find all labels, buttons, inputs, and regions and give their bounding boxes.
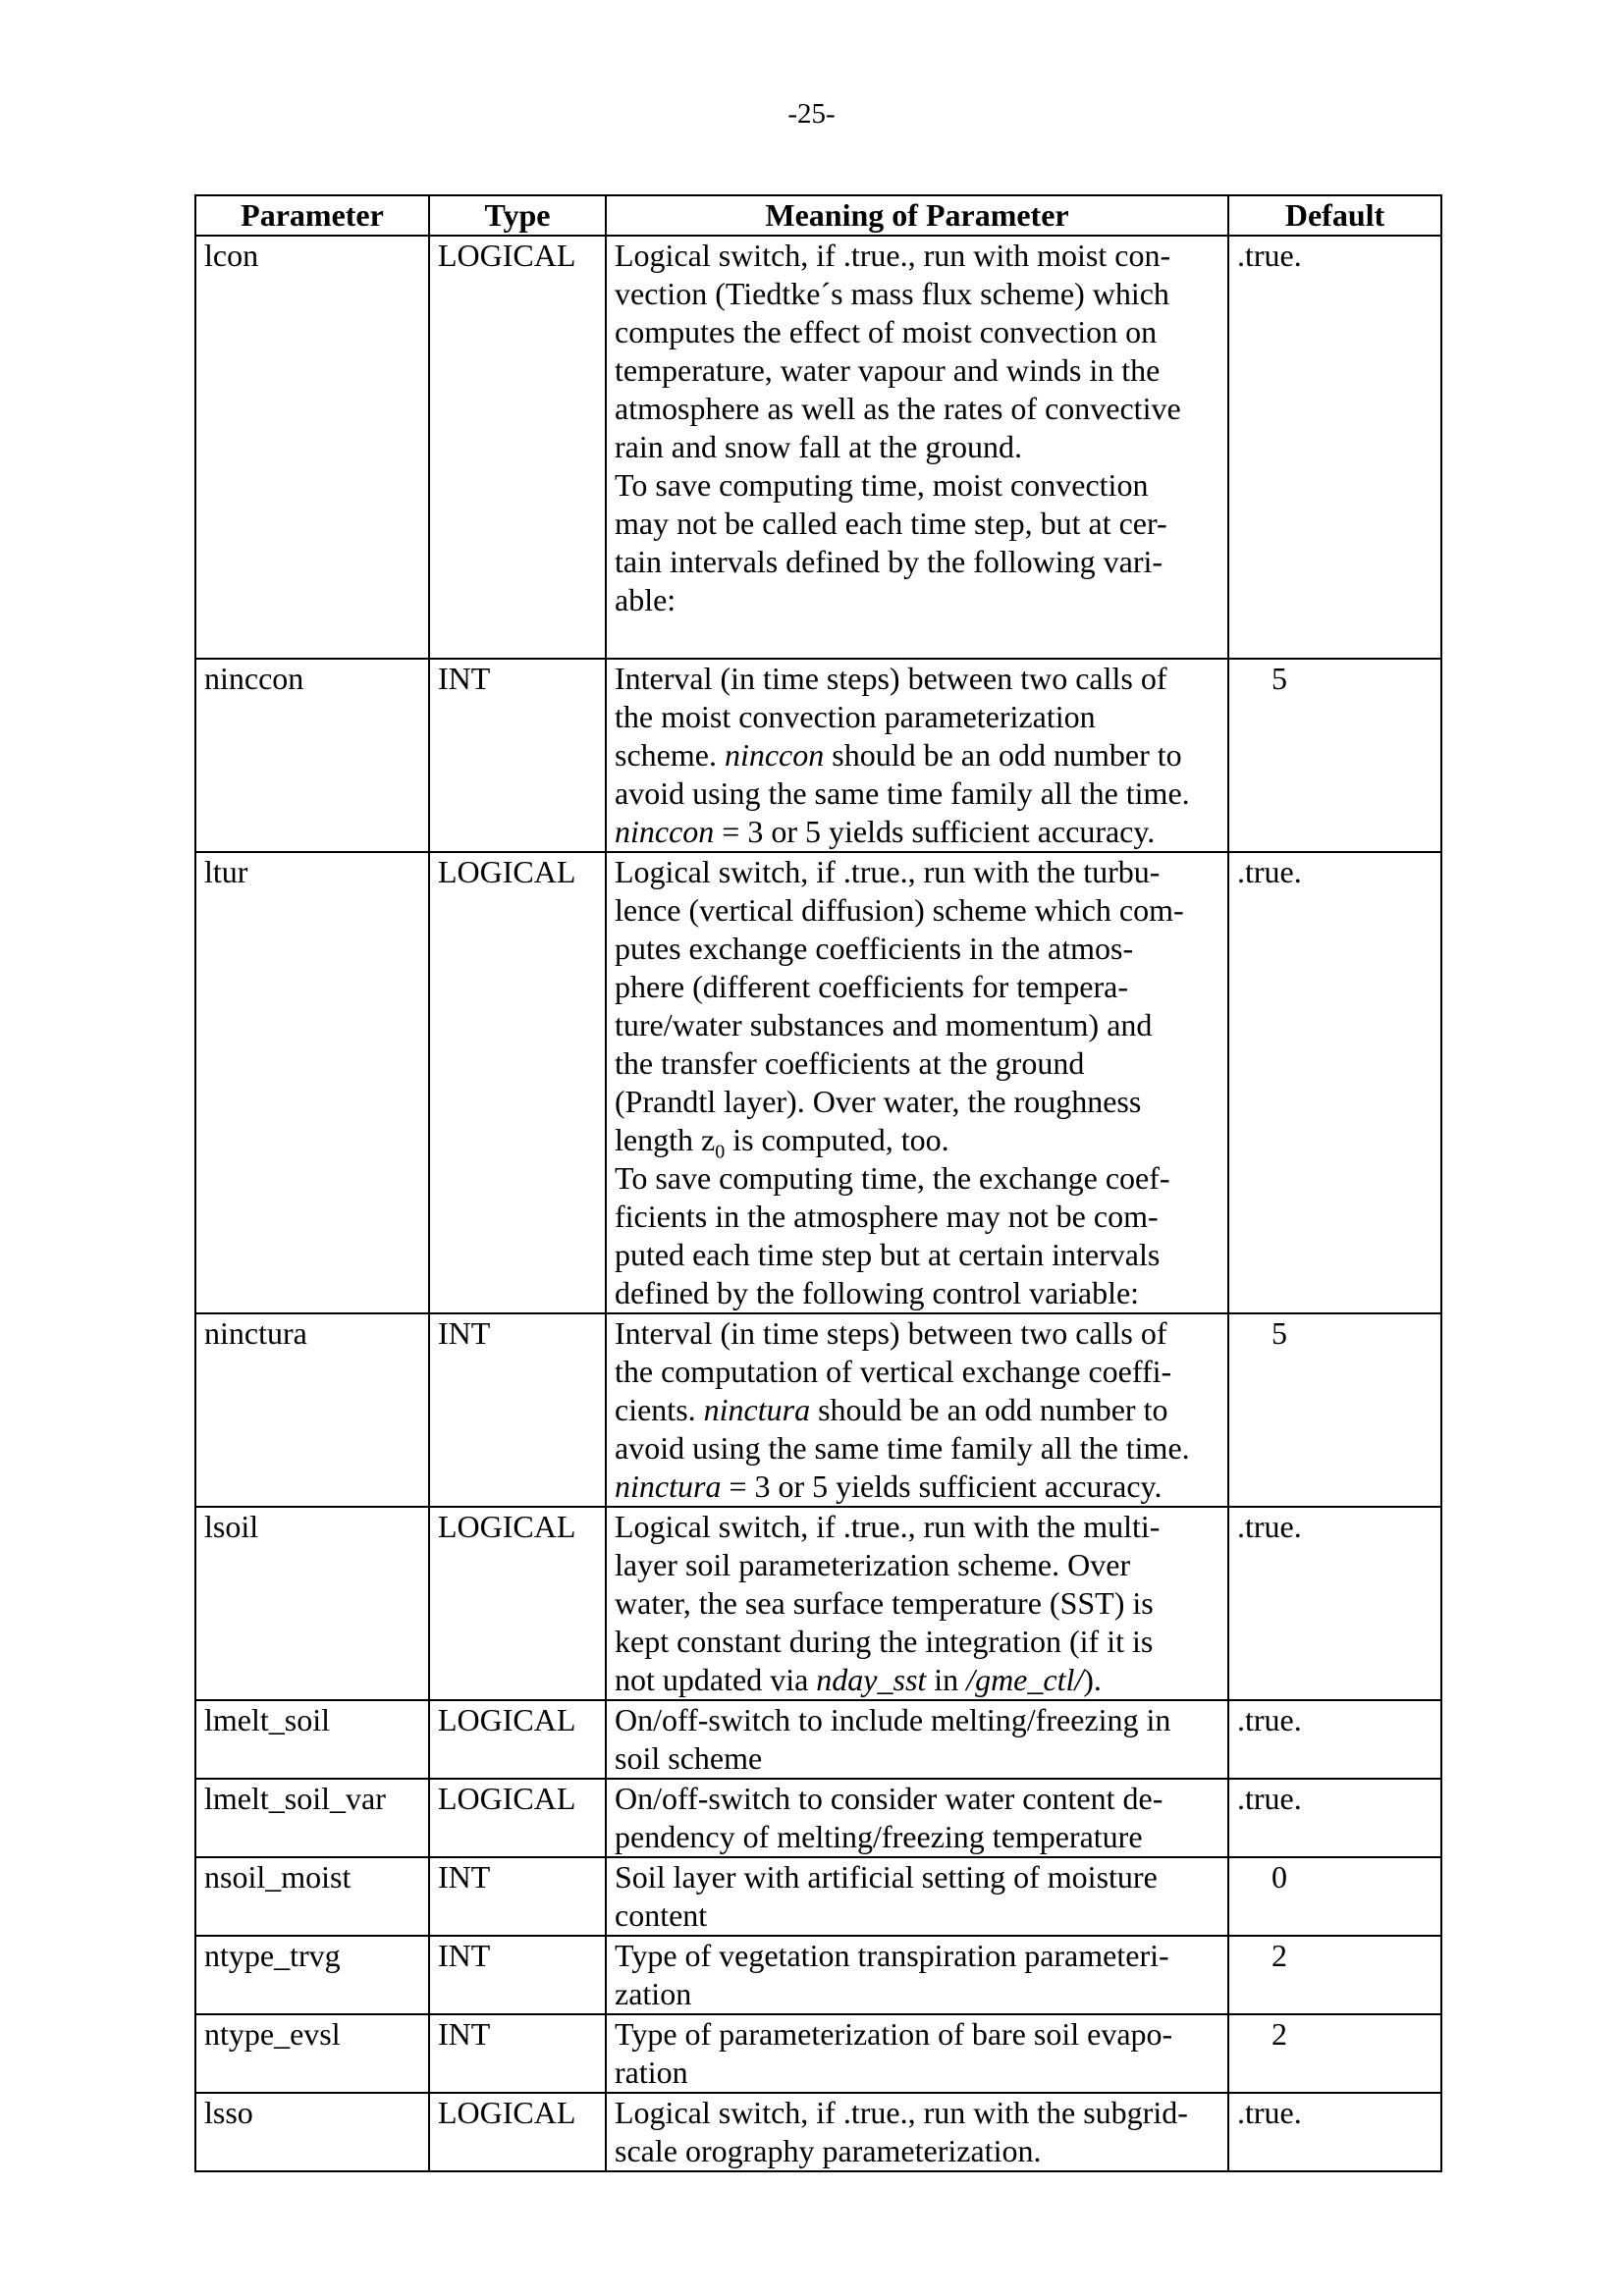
type-cell: LOGICAL: [429, 1779, 606, 1857]
type-cell: LOGICAL: [429, 2093, 606, 2171]
type-cell: INT: [429, 1857, 606, 1936]
header-default: Default: [1228, 195, 1441, 236]
meaning-line: the computation of vertical exchange coeffi-: [615, 1354, 1172, 1389]
meaning-line: phere (different coefficients for tempera-: [615, 969, 1128, 1004]
meaning-line: kept constant during the integration (if it is: [615, 1624, 1154, 1659]
table-row: [195, 1936, 1441, 2014]
table-row: [195, 2014, 1441, 2093]
meaning-line: On/off-switch to consider water content de-: [615, 1781, 1163, 1816]
meaning-line: soil scheme: [615, 1740, 763, 1776]
header-parameter: Parameter: [195, 195, 429, 236]
table-row: [195, 659, 1441, 852]
table-row: [195, 236, 1441, 659]
parameter-cell: lmelt_soil: [195, 1700, 429, 1779]
meaning-line: atmosphere as well as the rates of convective: [615, 391, 1181, 426]
meaning-line: (Prandtl layer). Over water, the roughness: [615, 1084, 1142, 1119]
parameter-cell: ntype_evsl: [195, 2014, 429, 2093]
meaning-cell: [606, 1700, 1228, 1779]
default-cell: 2: [1228, 1936, 1441, 2014]
meaning-cell: [606, 236, 1228, 659]
meaning-line: [615, 619, 1221, 658]
meaning-line: content: [615, 1897, 708, 1933]
header-row: [195, 195, 1441, 236]
default-cell: .true.: [1228, 236, 1441, 659]
header-meaning: Meaning of Parameter: [606, 195, 1228, 236]
meaning-line: avoid using the same time family all the time.: [615, 1430, 1190, 1466]
meaning-line: Type of vegetation transpiration parameteri-: [615, 1938, 1169, 1973]
parameter-cell: lsso: [195, 2093, 429, 2171]
meaning-line: able:: [615, 582, 676, 617]
default-cell: 5: [1228, 659, 1441, 852]
meaning-line: On/off-switch to include melting/freezing in: [615, 1702, 1171, 1737]
header-type: Type: [429, 195, 606, 236]
table-body: [195, 236, 1441, 2171]
default-cell: .true.: [1228, 1700, 1441, 1779]
type-cell: LOGICAL: [429, 852, 606, 1313]
meaning-line: Type of parameterization of bare soil evapo-: [615, 2016, 1173, 2052]
meaning-cell: [606, 1313, 1228, 1507]
table-row: [195, 1857, 1441, 1936]
meaning-line: lence (vertical diffusion) scheme which com-: [615, 892, 1184, 928]
meaning-cell: [606, 2093, 1228, 2171]
parameter-cell: lsoil: [195, 1507, 429, 1700]
meaning-cell: [606, 659, 1228, 852]
meaning-line: Logical switch, if .true., run with the turbu-: [615, 854, 1161, 889]
meaning-line: water, the sea surface temperature (SST) is: [615, 1585, 1154, 1621]
parameter-cell: lmelt_soil_var: [195, 1779, 429, 1857]
parameter-cell: nsoil_moist: [195, 1857, 429, 1936]
meaning-line: rain and snow fall at the ground.: [615, 429, 1022, 464]
meaning-line: layer soil parameterization scheme. Over: [615, 1547, 1131, 1582]
parameter-cell: ninccon: [195, 659, 429, 852]
type-cell: INT: [429, 2014, 606, 2093]
meaning-line: ficients in the atmosphere may not be com-: [615, 1199, 1159, 1234]
page-number: -25-: [787, 98, 836, 130]
meaning-line: Interval (in time steps) between two calls of: [615, 661, 1167, 696]
type-cell: INT: [429, 659, 606, 852]
meaning-line: the transfer coefficients at the ground: [615, 1045, 1085, 1081]
meaning-cell: [606, 1936, 1228, 2014]
table-header: [195, 195, 1441, 236]
meaning-line: vection (Tiedtke´s mass flux scheme) which: [615, 276, 1169, 311]
type-cell: INT: [429, 1936, 606, 2014]
meaning-line: putes exchange coefficients in the atmos-: [615, 931, 1134, 966]
default-cell: .true.: [1228, 1507, 1441, 1700]
meaning-line: puted each time step but at certain intervals: [615, 1237, 1161, 1272]
meaning-line: pendency of melting/freezing temperature: [615, 1819, 1143, 1854]
table-row: [195, 852, 1441, 1313]
default-cell: 0: [1228, 1857, 1441, 1936]
meaning-line: ninctura = 3 or 5 yields sufficient accuracy.: [615, 1468, 1163, 1504]
parameter-cell: ninctura: [195, 1313, 429, 1507]
meaning-cell: [606, 2014, 1228, 2093]
meaning-cell: [606, 1857, 1228, 1936]
meaning-line: Logical switch, if .true., run with moist con-: [615, 238, 1171, 273]
meaning-line: To save computing time, the exchange coef-: [615, 1160, 1170, 1196]
default-cell: 5: [1228, 1313, 1441, 1507]
meaning-line: Interval (in time steps) between two calls of: [615, 1315, 1167, 1351]
parameter-cell: lcon: [195, 236, 429, 659]
meaning-line: scheme. ninccon should be an odd number to: [615, 737, 1182, 773]
type-cell: LOGICAL: [429, 1507, 606, 1700]
meaning-line: ninccon = 3 or 5 yields sufficient accuracy.: [615, 814, 1156, 849]
meaning-line: may not be called each time step, but at cer-: [615, 506, 1167, 541]
default-cell: 2: [1228, 2014, 1441, 2093]
meaning-line: not updated via nday_sst in /gme_ctl/).: [615, 1662, 1102, 1697]
meaning-cell: [606, 1779, 1228, 1857]
meaning-line: avoid using the same time family all the time.: [615, 775, 1190, 811]
meaning-line: defined by the following control variable:: [615, 1275, 1140, 1310]
meaning-line: ration: [615, 2055, 688, 2090]
meaning-line: To save computing time, moist convection: [615, 467, 1149, 503]
meaning-line: Logical switch, if .true., run with the multi-: [615, 1509, 1161, 1544]
parameter-cell: ltur: [195, 852, 429, 1313]
meaning-line: temperature, water vapour and winds in the: [615, 352, 1161, 388]
meaning-line: computes the effect of moist convection on: [615, 314, 1158, 349]
meaning-line: the moist convection parameterization: [615, 699, 1096, 734]
meaning-line: length $z_0$ is computed, too.: [615, 1122, 949, 1163]
table-row: [195, 2093, 1441, 2171]
meaning-line: scale orography parameterization.: [615, 2133, 1042, 2168]
default-cell: .true.: [1228, 1779, 1441, 1857]
type-cell: INT: [429, 1313, 606, 1507]
meaning-line: ture/water substances and momentum) and: [615, 1007, 1153, 1042]
meaning-cell: [606, 852, 1228, 1313]
meaning-line: cients. ninctura should be an odd number to: [615, 1392, 1168, 1427]
meaning-line: tain intervals defined by the following vari-: [615, 544, 1163, 579]
meaning-cell: [606, 1507, 1228, 1700]
type-cell: LOGICAL: [429, 236, 606, 659]
default-cell: .true.: [1228, 2093, 1441, 2171]
table-row: [195, 1507, 1441, 1700]
meaning-line: zation: [615, 1976, 692, 2011]
parameter-cell: ntype_trvg: [195, 1936, 429, 2014]
default-cell: .true.: [1228, 852, 1441, 1313]
type-cell: LOGICAL: [429, 1700, 606, 1779]
table-row: [195, 1313, 1441, 1507]
table-row: [195, 1779, 1441, 1857]
parameter-table: [194, 194, 1442, 2172]
table-row: [195, 1700, 1441, 1779]
meaning-line: Logical switch, if .true., run with the subgrid-: [615, 2095, 1188, 2130]
meaning-line: Soil layer with artificial setting of moisture: [615, 1859, 1158, 1895]
